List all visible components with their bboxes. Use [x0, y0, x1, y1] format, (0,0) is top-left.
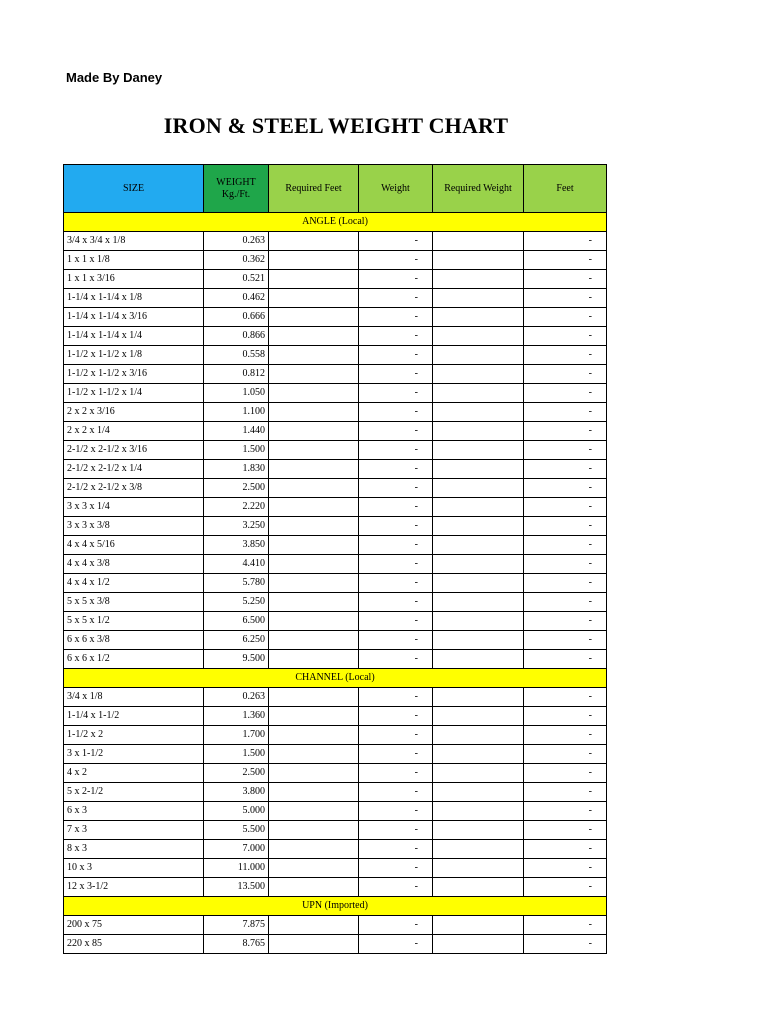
- weight-cell: -: [359, 612, 433, 631]
- size-cell: 5 x 5 x 3/8: [64, 593, 204, 612]
- required-feet-cell[interactable]: [269, 422, 359, 441]
- header-row: [64, 165, 607, 213]
- weight-per-foot-cell: 1.100: [204, 403, 269, 422]
- required-feet-cell[interactable]: [269, 479, 359, 498]
- required-weight-cell[interactable]: [433, 593, 524, 612]
- page-title: IRON & STEEL WEIGHT CHART: [163, 113, 509, 138]
- table-row: [64, 650, 607, 669]
- table-row: [64, 821, 607, 840]
- feet-cell: -: [524, 650, 607, 669]
- weight-per-foot-cell: 1.050: [204, 384, 269, 403]
- required-weight-cell[interactable]: [433, 821, 524, 840]
- feet-cell: -: [524, 555, 607, 574]
- table-row: [64, 460, 607, 479]
- required-feet-cell[interactable]: [269, 536, 359, 555]
- required-weight-cell[interactable]: [433, 764, 524, 783]
- required-feet-cell[interactable]: [269, 403, 359, 422]
- feet-cell: -: [524, 517, 607, 536]
- feet-cell: -: [524, 726, 607, 745]
- weight-cell: -: [359, 517, 433, 536]
- weight-cell: -: [359, 821, 433, 840]
- weight-cell: -: [359, 574, 433, 593]
- weight-cell: -: [359, 764, 433, 783]
- size-cell: 3 x 3 x 3/8: [64, 517, 204, 536]
- weight-per-foot-cell: 1.830: [204, 460, 269, 479]
- feet-cell: -: [524, 441, 607, 460]
- required-feet-cell[interactable]: [269, 555, 359, 574]
- table-row: [64, 441, 607, 460]
- required-weight-cell[interactable]: [433, 859, 524, 878]
- weight-cell: -: [359, 802, 433, 821]
- required-weight-cell[interactable]: [433, 517, 524, 536]
- table-row: [64, 802, 607, 821]
- header-required-feet: Required Feet: [269, 165, 359, 213]
- weight-cell: -: [359, 783, 433, 802]
- table-row: [64, 308, 607, 327]
- weight-per-foot-cell: 0.362: [204, 251, 269, 270]
- required-feet-cell[interactable]: [269, 593, 359, 612]
- feet-cell: -: [524, 403, 607, 422]
- feet-cell: -: [524, 631, 607, 650]
- weight-cell: -: [359, 935, 433, 954]
- required-weight-cell[interactable]: [433, 232, 524, 251]
- required-weight-cell[interactable]: [433, 745, 524, 764]
- feet-cell: -: [524, 745, 607, 764]
- header-required-weight: Required Weight: [433, 165, 524, 213]
- required-weight-cell[interactable]: [433, 574, 524, 593]
- required-weight-cell[interactable]: [433, 783, 524, 802]
- table-row: [64, 232, 607, 251]
- weight-cell: -: [359, 631, 433, 650]
- size-cell: 8 x 3: [64, 840, 204, 859]
- size-cell: 3/4 x 3/4 x 1/8: [64, 232, 204, 251]
- weight-per-foot-cell: 3.800: [204, 783, 269, 802]
- required-feet-cell[interactable]: [269, 384, 359, 403]
- weight-cell: -: [359, 878, 433, 897]
- feet-cell: -: [524, 384, 607, 403]
- required-feet-cell[interactable]: [269, 612, 359, 631]
- table-row: [64, 783, 607, 802]
- weight-cell: -: [359, 384, 433, 403]
- table-row: [64, 612, 607, 631]
- size-cell: 3/4 x 1/8: [64, 688, 204, 707]
- weight-per-foot-cell: 2.220: [204, 498, 269, 517]
- required-weight-cell[interactable]: [433, 707, 524, 726]
- size-cell: 12 x 3-1/2: [64, 878, 204, 897]
- required-feet-cell[interactable]: [269, 878, 359, 897]
- size-cell: 2 x 2 x 1/4: [64, 422, 204, 441]
- size-cell: 220 x 85: [64, 935, 204, 954]
- feet-cell: -: [524, 916, 607, 935]
- feet-cell: -: [524, 840, 607, 859]
- weight-per-foot-cell: 0.866: [204, 327, 269, 346]
- weight-cell: -: [359, 441, 433, 460]
- size-cell: 10 x 3: [64, 859, 204, 878]
- weight-cell: -: [359, 916, 433, 935]
- required-weight-cell[interactable]: [433, 327, 524, 346]
- size-cell: 1-1/2 x 1-1/2 x 1/8: [64, 346, 204, 365]
- required-weight-cell[interactable]: [433, 251, 524, 270]
- table-row: [64, 289, 607, 308]
- size-cell: 2 x 2 x 3/16: [64, 403, 204, 422]
- required-weight-cell[interactable]: [433, 840, 524, 859]
- feet-cell: -: [524, 688, 607, 707]
- required-weight-cell[interactable]: [433, 365, 524, 384]
- required-weight-cell[interactable]: [433, 878, 524, 897]
- required-feet-cell[interactable]: [269, 251, 359, 270]
- required-weight-cell[interactable]: [433, 403, 524, 422]
- weight-per-foot-cell: 9.500: [204, 650, 269, 669]
- feet-cell: -: [524, 574, 607, 593]
- required-weight-cell[interactable]: [433, 555, 524, 574]
- weight-per-foot-cell: 1.360: [204, 707, 269, 726]
- weight-cell: -: [359, 726, 433, 745]
- feet-cell: -: [524, 612, 607, 631]
- required-weight-cell[interactable]: [433, 536, 524, 555]
- feet-cell: -: [524, 536, 607, 555]
- required-feet-cell[interactable]: [269, 232, 359, 251]
- weight-per-foot-cell: 11.000: [204, 859, 269, 878]
- weight-per-foot-cell: 6.500: [204, 612, 269, 631]
- table-row: [64, 403, 607, 422]
- required-weight-cell[interactable]: [433, 422, 524, 441]
- required-weight-cell[interactable]: [433, 270, 524, 289]
- table-row: [64, 935, 607, 954]
- weight-per-foot-cell: 8.765: [204, 935, 269, 954]
- table-row: [64, 593, 607, 612]
- weight-per-foot-cell: 0.558: [204, 346, 269, 365]
- required-weight-cell[interactable]: [433, 916, 524, 935]
- section-row: [64, 669, 607, 688]
- required-feet-cell[interactable]: [269, 783, 359, 802]
- weight-cell: -: [359, 536, 433, 555]
- feet-cell: -: [524, 251, 607, 270]
- size-cell: 4 x 4 x 3/8: [64, 555, 204, 574]
- required-feet-cell[interactable]: [269, 859, 359, 878]
- table-row: [64, 631, 607, 650]
- section-title: ANGLE (Local): [64, 213, 607, 232]
- required-feet-cell[interactable]: [269, 764, 359, 783]
- feet-cell: -: [524, 821, 607, 840]
- weight-per-foot-cell: 5.250: [204, 593, 269, 612]
- required-weight-cell[interactable]: [433, 289, 524, 308]
- required-weight-cell[interactable]: [433, 631, 524, 650]
- weight-per-foot-cell: 0.666: [204, 308, 269, 327]
- required-weight-cell[interactable]: [433, 308, 524, 327]
- required-feet-cell[interactable]: [269, 726, 359, 745]
- header-weight-per-foot: [204, 165, 269, 213]
- table-row: [64, 707, 607, 726]
- weight-cell: -: [359, 460, 433, 479]
- table-row: [64, 346, 607, 365]
- weight-per-foot-cell: 1.700: [204, 726, 269, 745]
- table-row: [64, 726, 607, 745]
- size-cell: 5 x 5 x 1/2: [64, 612, 204, 631]
- weight-cell: -: [359, 650, 433, 669]
- weight-cell: -: [359, 232, 433, 251]
- size-cell: 2-1/2 x 2-1/2 x 3/16: [64, 441, 204, 460]
- size-cell: 7 x 3: [64, 821, 204, 840]
- table-row: [64, 384, 607, 403]
- weight-per-foot-cell: 3.250: [204, 517, 269, 536]
- table-row: [64, 536, 607, 555]
- weight-per-foot-cell: 0.812: [204, 365, 269, 384]
- table-row: [64, 688, 607, 707]
- table-row: [64, 479, 607, 498]
- required-weight-cell[interactable]: [433, 650, 524, 669]
- required-weight-cell[interactable]: [433, 688, 524, 707]
- required-feet-cell[interactable]: [269, 327, 359, 346]
- feet-cell: -: [524, 878, 607, 897]
- weight-cell: -: [359, 403, 433, 422]
- weight-per-foot-cell: 1.500: [204, 441, 269, 460]
- required-weight-cell[interactable]: [433, 384, 524, 403]
- size-cell: 1-1/2 x 1-1/2 x 1/4: [64, 384, 204, 403]
- feet-cell: -: [524, 707, 607, 726]
- size-cell: 4 x 4 x 1/2: [64, 574, 204, 593]
- weight-cell: -: [359, 707, 433, 726]
- required-weight-cell[interactable]: [433, 726, 524, 745]
- header-weight-label: WEIGHT: [216, 176, 256, 188]
- weight-per-foot-cell: 0.521: [204, 270, 269, 289]
- required-feet-cell[interactable]: [269, 498, 359, 517]
- size-cell: 1 x 1 x 3/16: [64, 270, 204, 289]
- feet-cell: -: [524, 764, 607, 783]
- table-row: [64, 859, 607, 878]
- weight-per-foot-cell: 5.780: [204, 574, 269, 593]
- size-cell: 1-1/2 x 2: [64, 726, 204, 745]
- weight-cell: -: [359, 346, 433, 365]
- required-weight-cell[interactable]: [433, 498, 524, 517]
- required-weight-cell[interactable]: [433, 935, 524, 954]
- feet-cell: -: [524, 460, 607, 479]
- required-weight-cell[interactable]: [433, 346, 524, 365]
- weight-cell: -: [359, 422, 433, 441]
- feet-cell: -: [524, 346, 607, 365]
- required-feet-cell[interactable]: [269, 916, 359, 935]
- table-body: [64, 213, 607, 954]
- required-feet-cell[interactable]: [269, 840, 359, 859]
- required-feet-cell[interactable]: [269, 441, 359, 460]
- weight-per-foot-cell: 7.000: [204, 840, 269, 859]
- size-cell: 3 x 3 x 1/4: [64, 498, 204, 517]
- weight-per-foot-cell: 0.462: [204, 289, 269, 308]
- section-row: [64, 213, 607, 232]
- weight-per-foot-cell: 6.250: [204, 631, 269, 650]
- weight-cell: -: [359, 479, 433, 498]
- section-title: CHANNEL (Local): [64, 669, 607, 688]
- required-feet-cell[interactable]: [269, 308, 359, 327]
- feet-cell: -: [524, 365, 607, 384]
- table-row: [64, 764, 607, 783]
- table-row: [64, 270, 607, 289]
- weight-per-foot-cell: 2.500: [204, 479, 269, 498]
- required-feet-cell[interactable]: [269, 802, 359, 821]
- table-row: [64, 422, 607, 441]
- table-row: [64, 327, 607, 346]
- size-cell: 4 x 4 x 5/16: [64, 536, 204, 555]
- section-row: [64, 897, 607, 916]
- required-feet-cell[interactable]: [269, 574, 359, 593]
- weight-cell: -: [359, 308, 433, 327]
- header-weight-unit: Kg./Ft.: [221, 188, 251, 200]
- header-size: SIZE: [64, 165, 204, 213]
- size-cell: 1-1/4 x 1-1/4 x 3/16: [64, 308, 204, 327]
- weight-per-foot-cell: 0.263: [204, 232, 269, 251]
- required-feet-cell[interactable]: [269, 270, 359, 289]
- required-feet-cell[interactable]: [269, 688, 359, 707]
- weight-per-foot-cell: 0.263: [204, 688, 269, 707]
- weight-per-foot-cell: 1.500: [204, 745, 269, 764]
- weight-per-foot-cell: 7.875: [204, 916, 269, 935]
- feet-cell: -: [524, 802, 607, 821]
- table-row: [64, 555, 607, 574]
- feet-cell: -: [524, 935, 607, 954]
- weight-per-foot-cell: 1.440: [204, 422, 269, 441]
- required-weight-cell[interactable]: [433, 441, 524, 460]
- header-weight: Weight: [359, 165, 433, 213]
- feet-cell: -: [524, 422, 607, 441]
- weight-chart-table: [63, 164, 607, 954]
- required-feet-cell[interactable]: [269, 346, 359, 365]
- size-cell: 2-1/2 x 2-1/2 x 1/4: [64, 460, 204, 479]
- table-row: [64, 251, 607, 270]
- weight-cell: -: [359, 327, 433, 346]
- weight-cell: -: [359, 555, 433, 574]
- author-credit: Made By Daney: [66, 70, 163, 85]
- size-cell: 1 x 1 x 1/8: [64, 251, 204, 270]
- required-weight-cell[interactable]: [433, 612, 524, 631]
- required-feet-cell[interactable]: [269, 460, 359, 479]
- weight-cell: -: [359, 498, 433, 517]
- weight-per-foot-cell: 13.500: [204, 878, 269, 897]
- table-row: [64, 840, 607, 859]
- weight-per-foot-cell: 4.410: [204, 555, 269, 574]
- feet-cell: -: [524, 859, 607, 878]
- weight-cell: -: [359, 270, 433, 289]
- table-row: [64, 878, 607, 897]
- size-cell: 6 x 6 x 1/2: [64, 650, 204, 669]
- feet-cell: -: [524, 593, 607, 612]
- required-feet-cell[interactable]: [269, 745, 359, 764]
- feet-cell: -: [524, 327, 607, 346]
- weight-per-foot-cell: 3.850: [204, 536, 269, 555]
- weight-cell: -: [359, 251, 433, 270]
- required-weight-cell[interactable]: [433, 479, 524, 498]
- size-cell: 6 x 6 x 3/8: [64, 631, 204, 650]
- weight-cell: -: [359, 688, 433, 707]
- required-feet-cell[interactable]: [269, 289, 359, 308]
- weight-cell: -: [359, 289, 433, 308]
- size-cell: 1-1/4 x 1-1/4 x 1/8: [64, 289, 204, 308]
- table-row: [64, 517, 607, 536]
- size-cell: 4 x 2: [64, 764, 204, 783]
- weight-per-foot-cell: 2.500: [204, 764, 269, 783]
- feet-cell: -: [524, 783, 607, 802]
- feet-cell: -: [524, 498, 607, 517]
- table-row: [64, 498, 607, 517]
- required-feet-cell[interactable]: [269, 650, 359, 669]
- required-feet-cell[interactable]: [269, 707, 359, 726]
- size-cell: 3 x 1-1/2: [64, 745, 204, 764]
- required-feet-cell[interactable]: [269, 517, 359, 536]
- size-cell: 2-1/2 x 2-1/2 x 3/8: [64, 479, 204, 498]
- size-cell: 200 x 75: [64, 916, 204, 935]
- size-cell: 1-1/4 x 1-1/4 x 1/4: [64, 327, 204, 346]
- feet-cell: -: [524, 270, 607, 289]
- weight-cell: -: [359, 365, 433, 384]
- table-row: [64, 365, 607, 384]
- size-cell: 1-1/2 x 1-1/2 x 3/16: [64, 365, 204, 384]
- required-feet-cell[interactable]: [269, 365, 359, 384]
- feet-cell: -: [524, 479, 607, 498]
- size-cell: 5 x 2-1/2: [64, 783, 204, 802]
- weight-cell: -: [359, 840, 433, 859]
- header-feet: Feet: [524, 165, 607, 213]
- size-cell: 1-1/4 x 1-1/2: [64, 707, 204, 726]
- required-feet-cell[interactable]: [269, 935, 359, 954]
- size-cell: 6 x 3: [64, 802, 204, 821]
- feet-cell: -: [524, 308, 607, 327]
- required-weight-cell[interactable]: [433, 460, 524, 479]
- table-row: [64, 745, 607, 764]
- required-feet-cell[interactable]: [269, 821, 359, 840]
- table-row: [64, 574, 607, 593]
- weight-cell: -: [359, 859, 433, 878]
- weight-cell: -: [359, 745, 433, 764]
- table-row: [64, 916, 607, 935]
- weight-cell: -: [359, 593, 433, 612]
- required-weight-cell[interactable]: [433, 802, 524, 821]
- required-feet-cell[interactable]: [269, 631, 359, 650]
- weight-per-foot-cell: 5.500: [204, 821, 269, 840]
- feet-cell: -: [524, 232, 607, 251]
- feet-cell: -: [524, 289, 607, 308]
- weight-per-foot-cell: 5.000: [204, 802, 269, 821]
- section-title: UPN (Imported): [64, 897, 607, 916]
